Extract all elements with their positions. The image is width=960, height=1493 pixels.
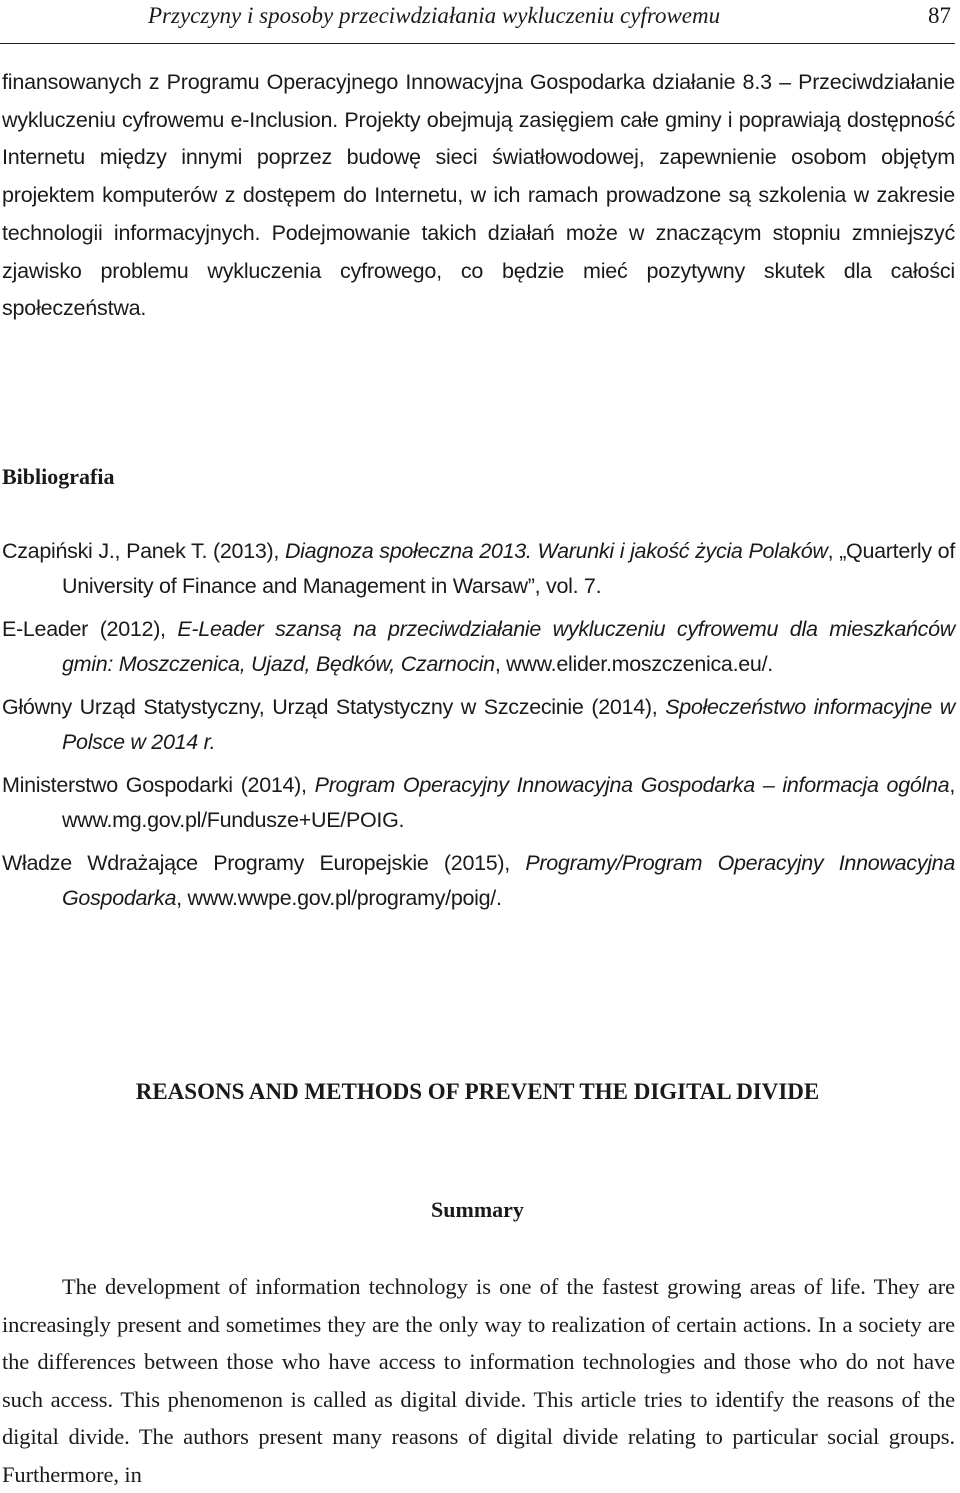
bibliography-entry (2, 612, 955, 682)
entry-title: Programy/Program Operacyjny Innowacyjna Gospodarka (62, 851, 955, 910)
body-paragraph: finansowanych z Programu Operacyjnego Innowacyjna Gospodarka działanie 8.3 – Przeciwdziałanie wykluczeniu cyfrowemu e-Inclusion. Projekty obejmują zasięgiem całe gminy i poprawiają dostępność Internetu między innymi poprzez budowę sieci światłowodowej, zapewnienie osobom objętym projektem komputerów z dostępem do Internetu, w ich ramach prowadzone są szkolenia w zakresie technologii informacyjnych. Podejmowanie takich działań może w znaczącym stopniu zmniejszyć zjawisko problemu wykluczenia cyfrowego, co będzie mieć pozytywny skutek dla całości społeczeństwa. (2, 70, 955, 321)
summary-title: REASONS AND METHODS OF PREVENT THE DIGITAL DIVIDE (135, 1079, 820, 1104)
entry-source: , www.mg.gov.pl/Fundusze+UE/POIG. (62, 773, 955, 832)
entry-authors: E-Leader (2012), (2, 617, 178, 641)
entry-title: E-Leader szansą na przeciwdziałanie wykluczeniu cyfrowemu dla mieszkańców gmin: Moszczenica, Ujazd, Będków, Czarnocin (62, 617, 955, 676)
bibliography-list (2, 534, 955, 924)
bibliography-entry (2, 768, 955, 838)
entry-title: Diagnoza społeczna 2013. Warunki i jakość życia Polaków (284, 539, 828, 563)
bibliography-entry (2, 534, 955, 604)
summary-paragraph: The development of information technology is one of the fastest growing areas of life. They are increasingly present and sometimes they are the only way to realization of certain actions. In a society are the differences between those who have access to information technologies and those who do not have such access. This phenomenon is called as digital divide. This article tries to identify the reasons of the digital divide. The authors present many reasons of digital divide relating to particular social groups. Furthermore, in (2, 1274, 955, 1487)
running-header (0, 0, 955, 44)
entry-authors: Ministerstwo Gospodarki (2014), (2, 773, 315, 797)
entry-source: , www.wwpe.gov.pl/programy/poig/. (176, 886, 502, 910)
entry-title: Społeczeństwo informacyjne w Polsce w 2014 r. (62, 695, 955, 754)
summary-heading: Summary (431, 1197, 524, 1222)
entry-title: Program Operacyjny Innowacyjna Gospodarka – informacja ogólna (314, 773, 950, 797)
entry-authors: Główny Urząd Statystyczny, Urząd Statystyczny w Szczecinie (2014), (2, 695, 666, 719)
running-title: Przyczyny i sposoby przeciwdziałania wykluczeniu cyfrowemu (148, 3, 721, 28)
entry-authors: Czapiński J., Panek T. (2013), (2, 539, 285, 563)
page-number: 87 (928, 3, 951, 28)
bibliography-entry (2, 846, 955, 916)
entry-authors: Władze Wdrażające Programy Europejskie (2015), (2, 851, 526, 875)
bibliography-heading: Bibliografia (2, 464, 115, 489)
entry-source: , www.elider.moszczenica.eu/. (494, 652, 773, 676)
entry-source: , „Quarterly of University of Finance and Management in Warsaw”, vol. 7. (62, 539, 955, 598)
bibliography-entry (2, 690, 955, 760)
